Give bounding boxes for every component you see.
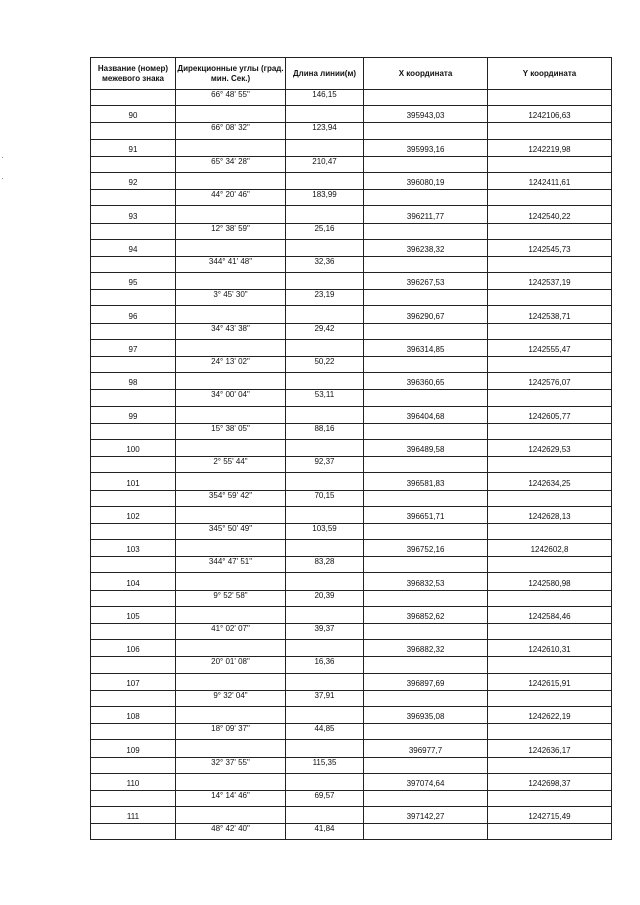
cell-name (91, 156, 176, 172)
cell-x (364, 490, 488, 506)
cell-y: 1242576,07 (488, 373, 612, 390)
cell-angle (176, 807, 286, 824)
cell-length (286, 206, 364, 223)
cell-x (364, 323, 488, 339)
cell-angle: 66° 08' 32" (176, 123, 286, 139)
header-angle: Дирекционные углы (град. мин. Сек.) (176, 58, 286, 90)
cell-angle: 345° 50' 49" (176, 523, 286, 539)
cell-length (286, 239, 364, 256)
cell-y (488, 123, 612, 139)
cell-length (286, 473, 364, 490)
cell-x: 396897,69 (364, 673, 488, 690)
cell-x (364, 457, 488, 473)
cell-angle (176, 740, 286, 757)
cell-x: 396080,19 (364, 172, 488, 189)
cell-length: 50,22 (286, 357, 364, 373)
table-row-point (91, 373, 612, 390)
cell-length: 37,91 (286, 690, 364, 706)
table-row-point (91, 573, 612, 590)
table-row-segment (91, 790, 612, 806)
cell-x: 396832,53 (364, 573, 488, 590)
cell-x (364, 523, 488, 539)
cell-y: 1242629,53 (488, 439, 612, 456)
table-row-segment (91, 357, 612, 373)
cell-name: 108 (91, 706, 176, 723)
cell-angle: 44° 20' 46" (176, 190, 286, 206)
cell-name: 101 (91, 473, 176, 490)
cell-name (91, 690, 176, 706)
cell-length (286, 540, 364, 557)
cell-y (488, 256, 612, 272)
table-row-point (91, 473, 612, 490)
cell-x (364, 90, 488, 106)
cell-name: 109 (91, 740, 176, 757)
cell-x: 396290,67 (364, 306, 488, 323)
cell-length (286, 506, 364, 523)
cell-y (488, 390, 612, 406)
table-row-segment (91, 590, 612, 606)
cell-length: 29,42 (286, 323, 364, 339)
cell-angle (176, 640, 286, 657)
table-row-segment (91, 323, 612, 339)
table-row-point (91, 807, 612, 824)
table-row-segment (91, 123, 612, 139)
cell-y (488, 690, 612, 706)
table-row-segment (91, 90, 612, 106)
cell-name: 103 (91, 540, 176, 557)
cell-angle (176, 106, 286, 123)
cell-length: 123,94 (286, 123, 364, 139)
cell-angle (176, 406, 286, 423)
cell-name (91, 457, 176, 473)
cell-y: 1242605,77 (488, 406, 612, 423)
cell-angle (176, 172, 286, 189)
scan-speck (2, 157, 3, 158)
cell-name (91, 123, 176, 139)
cell-length (286, 273, 364, 290)
table-row-segment (91, 657, 612, 673)
boundary-coordinates-table (90, 57, 612, 840)
table-row-point (91, 106, 612, 123)
cell-x (364, 290, 488, 306)
cell-name (91, 90, 176, 106)
cell-name: 92 (91, 172, 176, 189)
cell-angle (176, 773, 286, 790)
cell-length (286, 740, 364, 757)
table-row-segment (91, 824, 612, 840)
cell-y (488, 357, 612, 373)
table-row-segment (91, 223, 612, 239)
table-row-segment (91, 190, 612, 206)
cell-angle: 9° 52' 58" (176, 590, 286, 606)
cell-angle: 3° 45' 30" (176, 290, 286, 306)
cell-name: 105 (91, 606, 176, 623)
table-row-segment (91, 256, 612, 272)
cell-length: 44,85 (286, 724, 364, 740)
table-row-point (91, 673, 612, 690)
cell-x (364, 790, 488, 806)
cell-x: 396977,7 (364, 740, 488, 757)
cell-y (488, 323, 612, 339)
cell-x: 396581,83 (364, 473, 488, 490)
cell-y: 1242698,37 (488, 773, 612, 790)
cell-length: 210,47 (286, 156, 364, 172)
cell-x: 396360,65 (364, 373, 488, 390)
cell-x (364, 590, 488, 606)
cell-angle: 24° 13' 02" (176, 357, 286, 373)
cell-length (286, 139, 364, 156)
cell-angle (176, 540, 286, 557)
cell-x: 396882,32 (364, 640, 488, 657)
cell-x (364, 357, 488, 373)
table-row-segment (91, 557, 612, 573)
cell-length: 23,19 (286, 290, 364, 306)
cell-angle: 344° 41' 48" (176, 256, 286, 272)
cell-y (488, 457, 612, 473)
cell-angle (176, 206, 286, 223)
cell-x: 396651,71 (364, 506, 488, 523)
cell-length (286, 306, 364, 323)
cell-name (91, 390, 176, 406)
cell-angle (176, 506, 286, 523)
cell-name (91, 357, 176, 373)
cell-length: 103,59 (286, 523, 364, 539)
cell-angle: 344° 47' 51" (176, 557, 286, 573)
cell-y (488, 523, 612, 539)
cell-x (364, 824, 488, 840)
table-row-point (91, 740, 612, 757)
cell-y: 1242106,63 (488, 106, 612, 123)
cell-angle (176, 673, 286, 690)
cell-length: 83,28 (286, 557, 364, 573)
cell-y (488, 223, 612, 239)
header-length: Длина линии(м) (286, 58, 364, 90)
table-row-point (91, 139, 612, 156)
header-x: X координата (364, 58, 488, 90)
cell-y: 1242411,61 (488, 172, 612, 189)
cell-angle (176, 139, 286, 156)
cell-name: 93 (91, 206, 176, 223)
cell-angle (176, 573, 286, 590)
table-row-segment (91, 290, 612, 306)
coordinates-sheet (90, 57, 611, 840)
table-row-segment (91, 523, 612, 539)
cell-y (488, 790, 612, 806)
cell-y (488, 590, 612, 606)
cell-x: 395993,16 (364, 139, 488, 156)
table-body (91, 90, 612, 840)
cell-name: 96 (91, 306, 176, 323)
cell-x: 396314,85 (364, 339, 488, 356)
cell-length (286, 373, 364, 390)
cell-y: 1242634,25 (488, 473, 612, 490)
cell-name (91, 724, 176, 740)
cell-y (488, 156, 612, 172)
cell-length (286, 172, 364, 189)
cell-y (488, 724, 612, 740)
cell-x (364, 190, 488, 206)
cell-name (91, 790, 176, 806)
cell-x (364, 156, 488, 172)
cell-angle: 354° 59' 42" (176, 490, 286, 506)
cell-angle: 20° 01' 08" (176, 657, 286, 673)
cell-length (286, 773, 364, 790)
cell-x (364, 223, 488, 239)
cell-name: 97 (91, 339, 176, 356)
cell-angle (176, 706, 286, 723)
table-row-point (91, 640, 612, 657)
cell-x (364, 557, 488, 573)
cell-name: 90 (91, 106, 176, 123)
cell-angle: 34° 43' 38" (176, 323, 286, 339)
cell-angle (176, 339, 286, 356)
table-row-segment (91, 624, 612, 640)
cell-name (91, 223, 176, 239)
cell-length (286, 106, 364, 123)
table-row-segment (91, 457, 612, 473)
cell-x (364, 657, 488, 673)
cell-length: 39,37 (286, 624, 364, 640)
cell-name: 100 (91, 439, 176, 456)
cell-y: 1242715,49 (488, 807, 612, 824)
cell-x (364, 624, 488, 640)
table-row-point (91, 540, 612, 557)
cell-length: 69,57 (286, 790, 364, 806)
cell-angle: 41° 02' 07" (176, 624, 286, 640)
table-row-segment (91, 156, 612, 172)
cell-y (488, 557, 612, 573)
cell-name: 91 (91, 139, 176, 156)
cell-length (286, 339, 364, 356)
cell-length: 16,36 (286, 657, 364, 673)
cell-x (364, 256, 488, 272)
cell-angle (176, 439, 286, 456)
cell-length (286, 807, 364, 824)
cell-length: 70,15 (286, 490, 364, 506)
cell-angle: 2° 55' 44" (176, 457, 286, 473)
cell-y: 1242610,31 (488, 640, 612, 657)
table-row-point (91, 439, 612, 456)
table-row-segment (91, 490, 612, 506)
cell-y: 1242219,98 (488, 139, 612, 156)
cell-name: 111 (91, 807, 176, 824)
cell-y (488, 90, 612, 106)
cell-name (91, 557, 176, 573)
table-row-point (91, 273, 612, 290)
cell-name (91, 657, 176, 673)
table-row-point (91, 206, 612, 223)
cell-y (488, 757, 612, 773)
cell-length (286, 406, 364, 423)
cell-y: 1242622,19 (488, 706, 612, 723)
table-row-segment (91, 724, 612, 740)
cell-angle (176, 306, 286, 323)
cell-name: 94 (91, 239, 176, 256)
cell-angle (176, 373, 286, 390)
cell-name (91, 290, 176, 306)
cell-name (91, 423, 176, 439)
cell-x (364, 724, 488, 740)
cell-x (364, 423, 488, 439)
cell-length: 115,35 (286, 757, 364, 773)
cell-y: 1242584,46 (488, 606, 612, 623)
cell-angle: 65° 34' 28" (176, 156, 286, 172)
cell-length (286, 706, 364, 723)
cell-length (286, 640, 364, 657)
cell-y (488, 490, 612, 506)
cell-x: 396489,58 (364, 439, 488, 456)
cell-length (286, 606, 364, 623)
table-row-segment (91, 690, 612, 706)
cell-length: 183,99 (286, 190, 364, 206)
cell-x: 396404,68 (364, 406, 488, 423)
cell-length: 92,37 (286, 457, 364, 473)
cell-x: 396238,32 (364, 239, 488, 256)
cell-y: 1242580,98 (488, 573, 612, 590)
cell-y (488, 423, 612, 439)
cell-name (91, 490, 176, 506)
cell-angle: 32° 37' 55" (176, 757, 286, 773)
cell-name (91, 590, 176, 606)
cell-angle: 12° 38' 59" (176, 223, 286, 239)
cell-name (91, 256, 176, 272)
cell-length: 20,39 (286, 590, 364, 606)
cell-length: 146,15 (286, 90, 364, 106)
cell-length: 32,36 (286, 256, 364, 272)
cell-name (91, 190, 176, 206)
table-row-point (91, 406, 612, 423)
table-row-point (91, 506, 612, 523)
cell-y: 1242545,73 (488, 239, 612, 256)
cell-x (364, 390, 488, 406)
scan-speck (2, 178, 3, 179)
cell-angle: 15° 38' 05" (176, 423, 286, 439)
cell-x: 397074,64 (364, 773, 488, 790)
cell-length: 53,11 (286, 390, 364, 406)
cell-angle: 34° 00' 04" (176, 390, 286, 406)
cell-name: 95 (91, 273, 176, 290)
cell-x: 396211,77 (364, 206, 488, 223)
cell-x: 396852,62 (364, 606, 488, 623)
cell-y: 1242555,47 (488, 339, 612, 356)
cell-y (488, 290, 612, 306)
cell-x (364, 690, 488, 706)
cell-y: 1242628,13 (488, 506, 612, 523)
cell-angle: 14° 14' 46" (176, 790, 286, 806)
cell-angle (176, 273, 286, 290)
cell-angle: 18° 09' 37" (176, 724, 286, 740)
cell-name (91, 624, 176, 640)
cell-x: 396267,53 (364, 273, 488, 290)
cell-length: 25,16 (286, 223, 364, 239)
cell-angle (176, 239, 286, 256)
cell-angle: 9° 32' 04" (176, 690, 286, 706)
cell-length: 41,84 (286, 824, 364, 840)
cell-angle (176, 473, 286, 490)
cell-y: 1242537,19 (488, 273, 612, 290)
cell-y (488, 624, 612, 640)
cell-y: 1242540,22 (488, 206, 612, 223)
table-header-row (91, 58, 612, 90)
table-row-segment (91, 390, 612, 406)
cell-name (91, 824, 176, 840)
cell-y: 1242602,8 (488, 540, 612, 557)
cell-name: 102 (91, 506, 176, 523)
cell-y: 1242636,17 (488, 740, 612, 757)
cell-angle (176, 606, 286, 623)
cell-length (286, 439, 364, 456)
cell-name: 98 (91, 373, 176, 390)
table-row-point (91, 773, 612, 790)
cell-x: 395943,03 (364, 106, 488, 123)
cell-y: 1242538,71 (488, 306, 612, 323)
table-row-point (91, 306, 612, 323)
table-row-point (91, 706, 612, 723)
cell-name (91, 757, 176, 773)
cell-x: 396752,16 (364, 540, 488, 557)
table-row-segment (91, 757, 612, 773)
cell-length (286, 573, 364, 590)
cell-name (91, 323, 176, 339)
cell-angle: 66° 48' 55" (176, 90, 286, 106)
cell-name: 106 (91, 640, 176, 657)
header-name: Название (номер) межевого знака (91, 58, 176, 90)
table-row-segment (91, 423, 612, 439)
table-row-point (91, 339, 612, 356)
cell-length (286, 673, 364, 690)
cell-y (488, 190, 612, 206)
cell-y (488, 824, 612, 840)
cell-x: 397142,27 (364, 807, 488, 824)
cell-angle: 48° 42' 40" (176, 824, 286, 840)
table-row-point (91, 606, 612, 623)
cell-length: 88,16 (286, 423, 364, 439)
table-row-point (91, 239, 612, 256)
cell-name: 99 (91, 406, 176, 423)
cell-y (488, 657, 612, 673)
header-y: Y координата (488, 58, 612, 90)
cell-x (364, 123, 488, 139)
cell-x (364, 757, 488, 773)
table-row-point (91, 172, 612, 189)
cell-name: 107 (91, 673, 176, 690)
cell-y: 1242615,91 (488, 673, 612, 690)
cell-name: 110 (91, 773, 176, 790)
cell-name: 104 (91, 573, 176, 590)
cell-name (91, 523, 176, 539)
cell-x: 396935,08 (364, 706, 488, 723)
